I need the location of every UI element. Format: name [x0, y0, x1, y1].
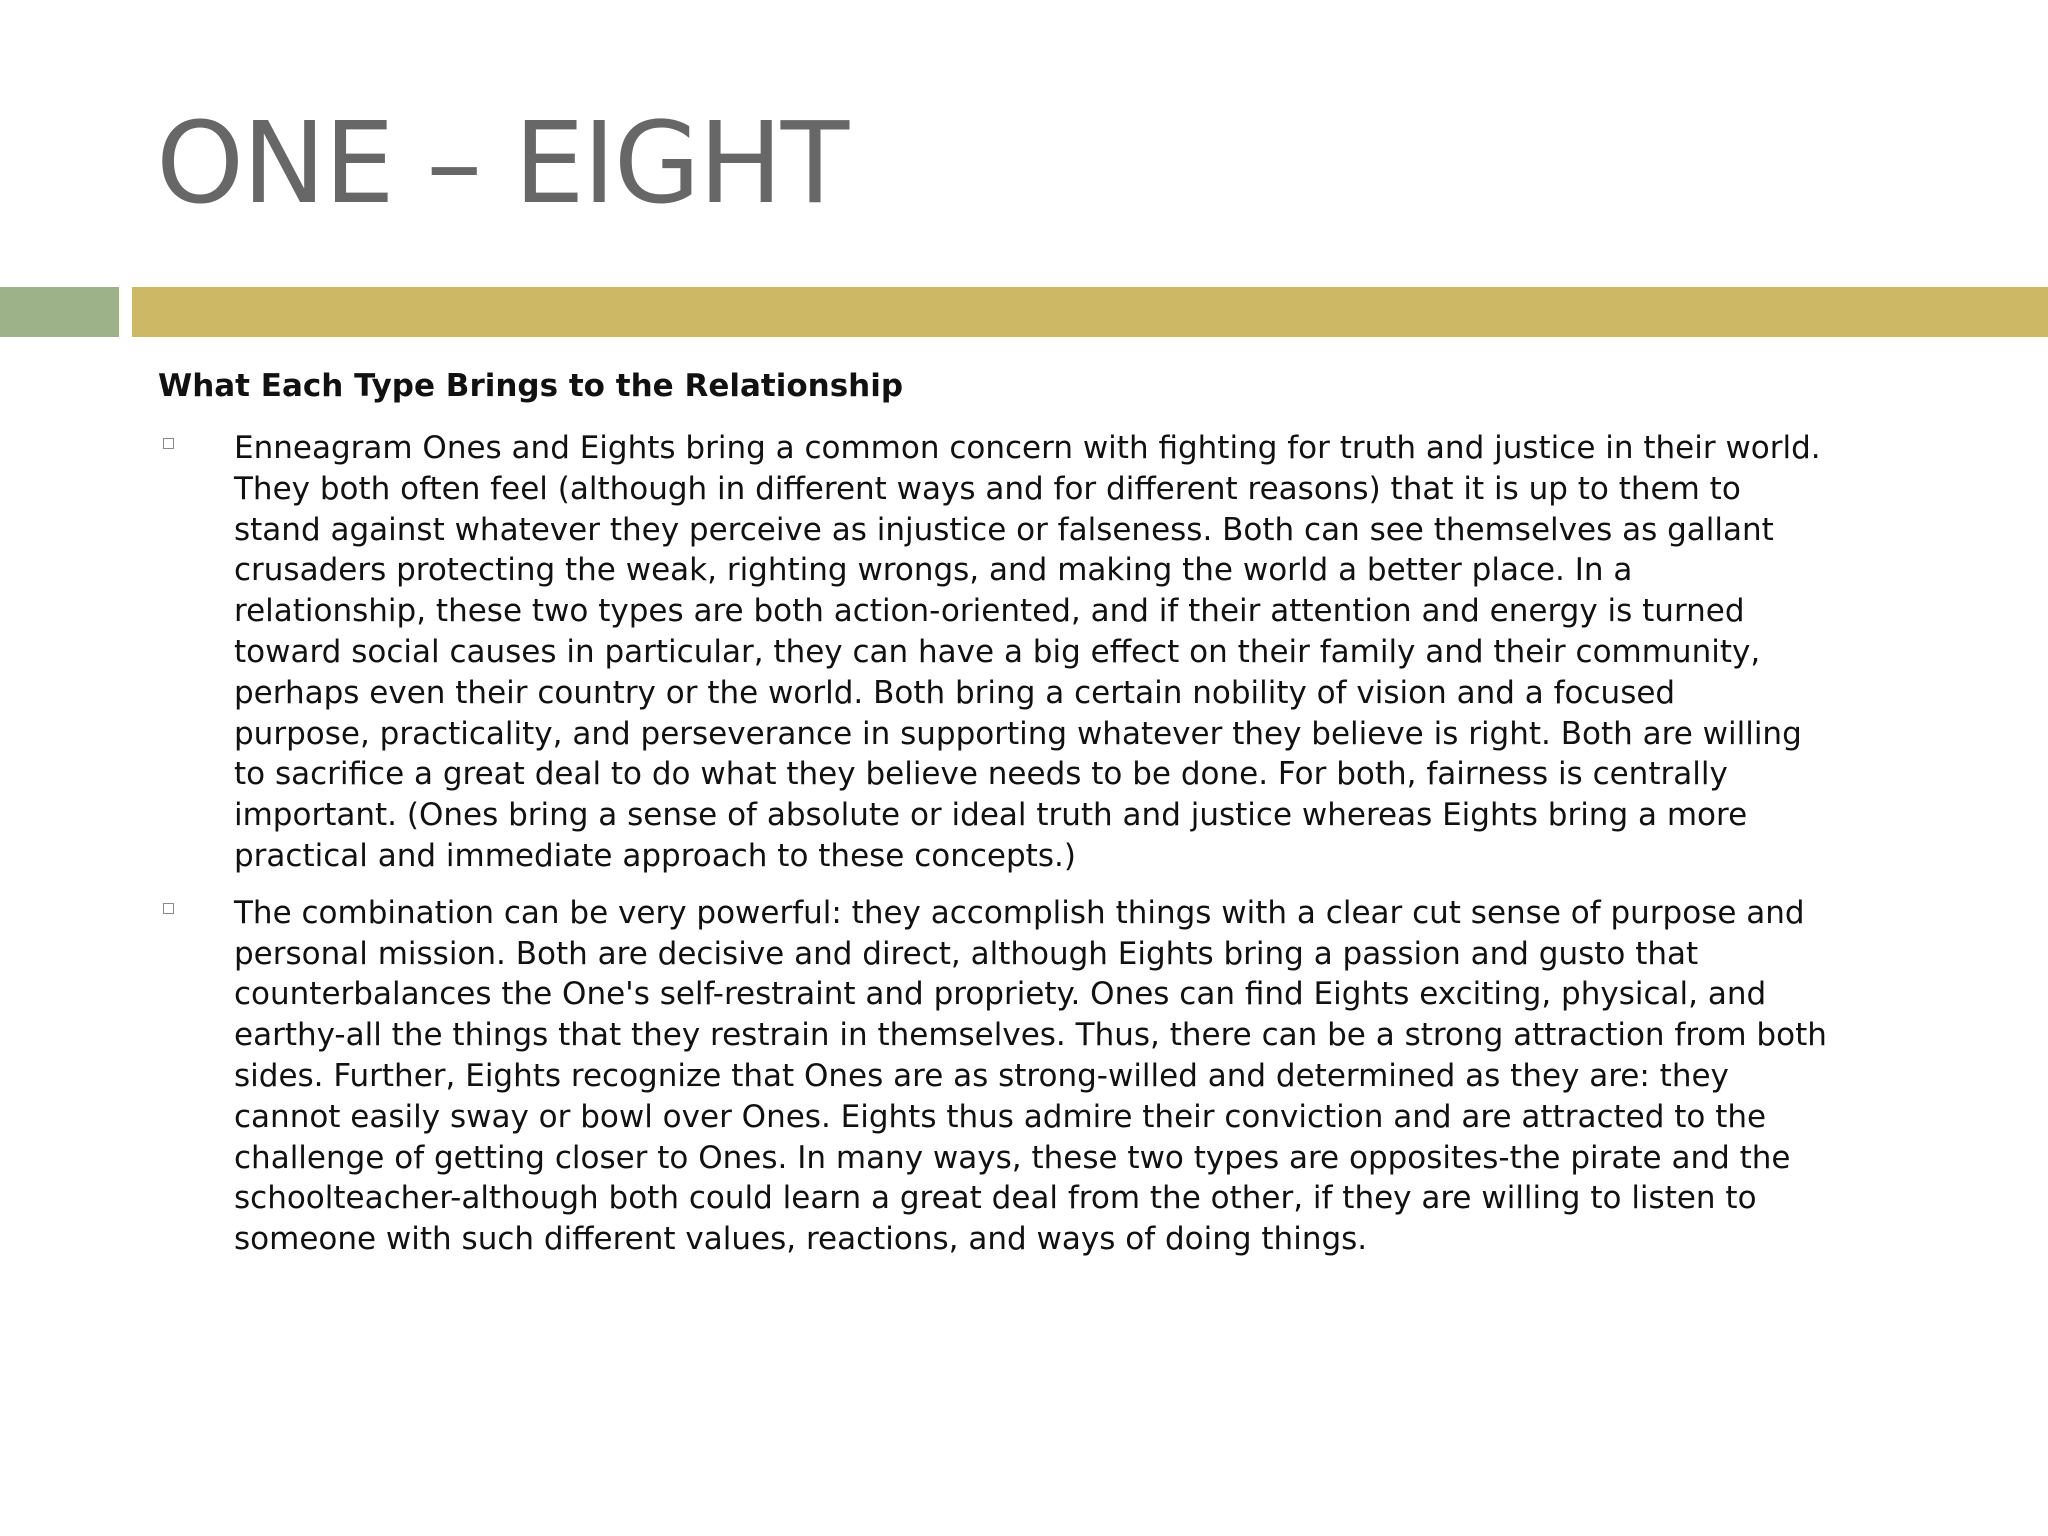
bullet-line: important. (Ones bring a sense of absolute or ideal truth and justice whereas Eights bring a more	[234, 797, 1748, 834]
slide-title: ONE – EIGHT	[156, 99, 848, 229]
bullet-line: crusaders protecting the weak, righting wrongs, and making the world a better place. In a	[234, 552, 1633, 589]
bullet-line: perhaps even their country or the world. Both bring a certain nobility of vision and a focused	[234, 674, 1676, 711]
bullet-line: relationship, these two types are both action-oriented, and if their attention and energy is turned	[234, 593, 1745, 630]
bullet-line: toward social causes in particular, they can have a big effect on their family and their community,	[234, 633, 1761, 670]
bullet-line: someone with such different values, reactions, and ways of doing things.	[234, 1221, 1368, 1258]
bullet-line: challenge of getting closer to Ones. In many ways, these two types are opposites-the pirate and the	[234, 1139, 1791, 1176]
bullet-line: personal mission. Both are decisive and direct, although Eights bring a passion and gusto that	[234, 935, 1699, 972]
bullet-item-1	[158, 428, 1958, 877]
bullet-line: practical and immediate approach to these concepts.)	[234, 837, 1076, 874]
accent-bar-main	[132, 287, 2048, 337]
accent-bar-left	[0, 287, 119, 337]
bullet-line: They both often feel (although in different ways and for different reasons) that it is up to them to	[234, 470, 1741, 507]
bullet-list	[158, 428, 1958, 1276]
bullet-line: The combination can be very powerful: they accomplish things with a clear cut sense of purpose and	[234, 894, 1805, 931]
hollow-square-bullet-icon	[163, 438, 174, 449]
bullet-line: Enneagram Ones and Eights bring a common concern with fighting for truth and justice in their world.	[234, 430, 1821, 466]
bullet-line: counterbalances the One's self-restraint and propriety. Ones can find Eights exciting, physical, and	[234, 976, 1767, 1013]
bullet-line: to sacrifice a great deal to do what they believe needs to be done. For both, fairness is centrally	[234, 756, 1728, 793]
slide-subtitle: What Each Type Brings to the Relationship	[158, 368, 904, 404]
bullet-line: purpose, practicality, and perseverance in supporting whatever they believe is right. Both are willing	[234, 715, 1802, 752]
bullet-line: sides. Further, Eights recognize that Ones are as strong-willed and determined as they are: they	[234, 1057, 1729, 1094]
hollow-square-bullet-icon	[163, 903, 174, 914]
bullet-item-2	[158, 893, 1958, 1260]
bullet-line: stand against whatever they perceive as injustice or falseness. Both can see themselves as gallant	[234, 511, 1774, 548]
bullet-line: cannot easily sway or bowl over Ones. Eights thus admire their conviction and are attracted to the	[234, 1098, 1767, 1135]
bullet-line: schoolteacher-although both could learn a great deal from the other, if they are willing to listen to	[234, 1180, 1757, 1217]
bullet-line: earthy-all the things that they restrain in themselves. Thus, there can be a strong attraction from both	[234, 1017, 1827, 1054]
